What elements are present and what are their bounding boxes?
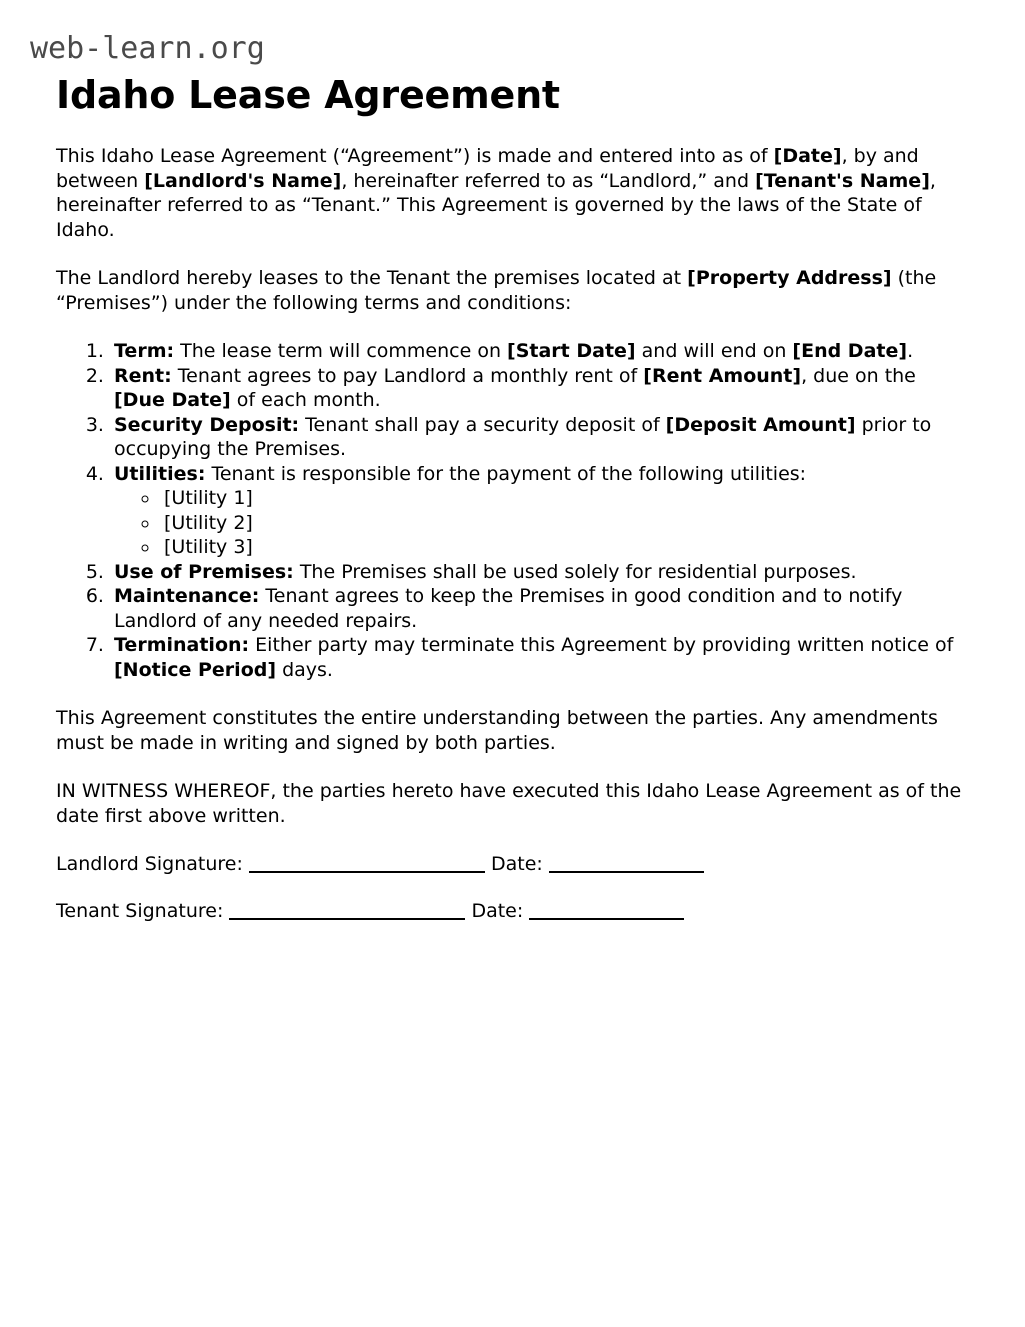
premises-paragraph xyxy=(56,266,971,315)
term-placeholder-1: [Notice Period] xyxy=(114,658,277,681)
term-text-1: The lease term will commence on xyxy=(174,340,508,362)
term-label: Termination: xyxy=(114,634,250,656)
list-item xyxy=(110,584,971,633)
term-placeholder-2: [End Date] xyxy=(792,340,908,362)
list-item xyxy=(110,339,971,364)
intro-placeholder-tenant-name: [Tenant's Name] xyxy=(755,169,930,192)
term-text-2: prior to occupying the Premises. xyxy=(114,413,932,460)
term-text-1: The Premises shall be used solely for residential purposes. xyxy=(293,560,857,583)
tenant-signature-label: Tenant Signature: xyxy=(56,899,224,922)
landlord-date-blank[interactable] xyxy=(549,871,704,873)
intro-paragraph xyxy=(56,144,971,242)
landlord-date-label: Date: xyxy=(490,853,543,875)
term-text-2: and will end on xyxy=(635,340,793,362)
landlord-signature-label: Landlord Signature: xyxy=(56,853,243,875)
term-label: Maintenance: xyxy=(114,585,260,607)
term-text-1: Tenant shall pay a security deposit of xyxy=(299,413,666,436)
list-item: ◦ [Utility 1] xyxy=(160,486,971,511)
page-title: Idaho Lease Agreement xyxy=(56,73,560,117)
intro-placeholder-landlord-name: [Landlord's Name] xyxy=(144,169,342,192)
term-placeholder-1: [Start Date] xyxy=(507,340,636,362)
term-label: Term: xyxy=(114,340,175,362)
premises-text-2: (the “Premises”) under the following terms and conditions: xyxy=(56,267,937,314)
term-text-1: Tenant agrees to keep the Premises in good condition and to notify Landlord of any needed repairs. xyxy=(114,585,903,632)
premises-text-1: The Landlord hereby leases to the Tenant the premises located at xyxy=(56,267,688,289)
landlord-signature-blank[interactable] xyxy=(249,871,485,873)
term-label: Use of Premises: xyxy=(114,560,294,583)
landlord-signature-row xyxy=(56,852,971,877)
list-item: ◦ [Utility 2] xyxy=(160,511,971,536)
term-text-2: , due on the xyxy=(801,364,916,387)
term-placeholder-2: [Due Date] xyxy=(114,389,231,411)
tenant-signature-row xyxy=(56,899,971,924)
term-text-1: Either party may terminate this Agreement by providing written notice of xyxy=(249,634,954,656)
intro-text-3: , hereinafter referred to as “Landlord,” and xyxy=(341,169,756,192)
term-text-1: Tenant is responsible for the payment of the following utilities: xyxy=(205,462,807,485)
term-placeholder-1: [Deposit Amount] xyxy=(665,413,856,436)
utilities-sublist xyxy=(114,486,971,560)
list-item: ◦ [Utility 3] xyxy=(160,535,971,560)
term-label: Rent: xyxy=(114,364,172,387)
term-text-2: days. xyxy=(276,658,333,681)
term-text-3: . xyxy=(907,340,914,362)
tenant-date-label: Date: xyxy=(471,899,524,922)
intro-text-2: , by and between xyxy=(56,145,919,192)
terms-list xyxy=(56,339,971,682)
term-label: Security Deposit: xyxy=(114,413,300,436)
tenant-signature-blank[interactable] xyxy=(229,918,465,920)
entire-agreement-paragraph: This Agreement constitutes the entire understanding between the parties. Any amendments must be made in writing and signed by both parties. xyxy=(56,707,938,754)
list-item xyxy=(110,633,971,682)
intro-placeholder-date: [Date] xyxy=(773,145,842,167)
premises-placeholder-address: [Property Address] xyxy=(687,267,892,289)
list-item xyxy=(110,462,971,560)
term-label: Utilities: xyxy=(114,462,206,485)
term-text-3: of each month. xyxy=(230,389,381,411)
intro-text-4: , hereinafter referred to as “Tenant.” This Agreement is governed by the laws of the State of Idaho. xyxy=(56,169,936,241)
witness-paragraph: IN WITNESS WHEREOF, the parties hereto have executed this Idaho Lease Agreement as of the date first above written. xyxy=(56,780,962,827)
list-item xyxy=(110,560,971,585)
list-item xyxy=(110,413,971,462)
term-placeholder-1: [Rent Amount] xyxy=(643,364,802,387)
site-brand: web-learn.org xyxy=(30,31,265,66)
tenant-date-blank[interactable] xyxy=(529,918,684,920)
intro-text-1: This Idaho Lease Agreement (“Agreement”) is made and entered into as of xyxy=(56,145,774,167)
term-text-1: Tenant agrees to pay Landlord a monthly rent of xyxy=(171,364,644,387)
list-item xyxy=(110,364,971,413)
